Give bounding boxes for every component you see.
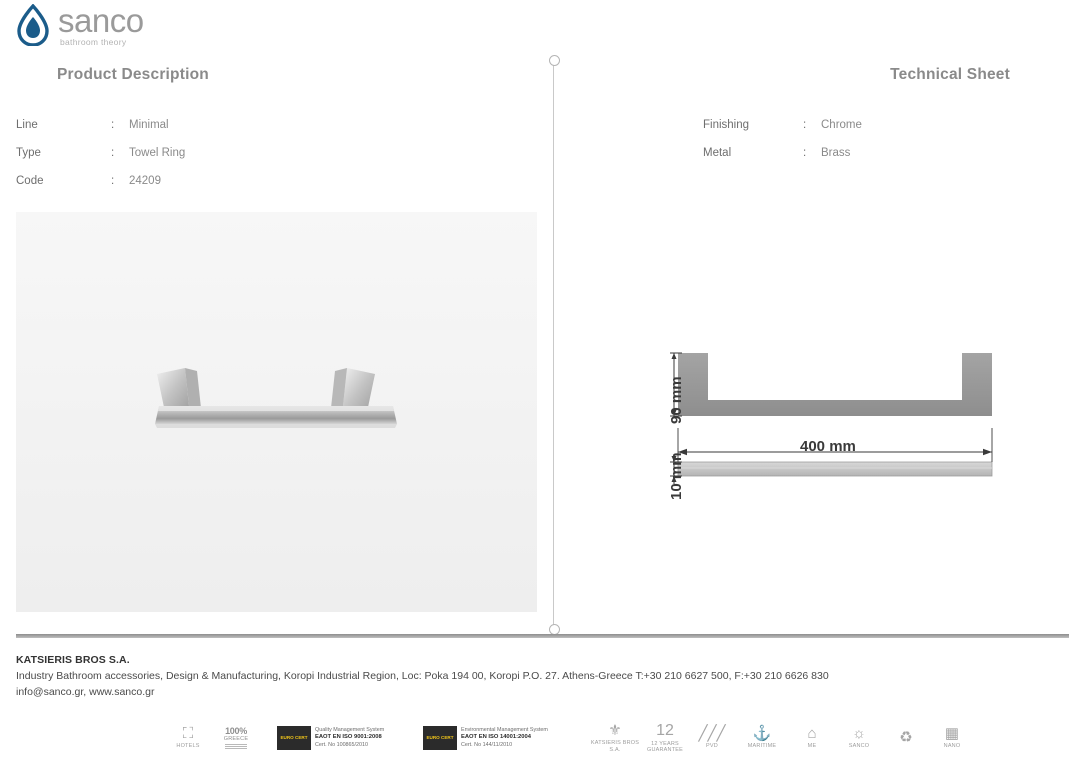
spec-separator: :	[803, 119, 807, 131]
spec-value: Minimal	[129, 119, 169, 131]
nano-icon	[929, 726, 975, 749]
spec-separator: :	[111, 119, 115, 131]
dimension-width-label: 400 mm	[800, 438, 856, 455]
iso-9001-badge	[277, 726, 407, 750]
iso-title: Environmental Management System	[461, 726, 548, 733]
spec-label: Type	[16, 147, 41, 159]
spec-label: Metal	[703, 147, 732, 159]
dimension-height-label: 90 mm	[668, 376, 685, 424]
spec-row	[16, 119, 185, 147]
iso-14001-badge	[423, 726, 573, 750]
footer-info	[16, 652, 829, 700]
maritime-icon	[735, 726, 789, 749]
nano-glyph: ▦	[944, 725, 960, 743]
badge-caption: ME	[807, 743, 817, 750]
spec-row	[703, 119, 862, 147]
product-image-panel	[16, 212, 537, 612]
hotels-icon	[165, 726, 211, 749]
technical-drawing	[630, 340, 1030, 530]
divider-dot-top	[549, 55, 560, 66]
brand-logo	[14, 4, 144, 47]
product-spec-table	[16, 119, 185, 203]
me-glyph: ⌂	[807, 725, 817, 743]
spec-separator: :	[111, 147, 115, 159]
twelve-glyph: 12	[656, 721, 674, 739]
technical-spec-table	[703, 119, 862, 175]
pvd-icon	[689, 726, 735, 749]
iso-9001-text	[315, 727, 384, 749]
badge-caption: HOTELS	[176, 743, 200, 750]
spec-row	[16, 147, 185, 175]
spec-separator: :	[803, 147, 807, 159]
sun-glyph: ☼	[852, 725, 866, 743]
iso-14001-text	[461, 727, 548, 749]
hotels-glyph: ⛶	[182, 725, 194, 743]
brand-wordmark	[58, 4, 144, 47]
spec-row	[16, 175, 185, 203]
brand-tagline: bathroom theory	[60, 37, 127, 47]
greece-stripes	[225, 744, 247, 750]
badge-caption: NANO	[943, 743, 961, 750]
spec-row	[703, 147, 862, 175]
katsieris-bros-icon	[589, 723, 641, 753]
footer-divider	[16, 634, 1069, 638]
spec-label: Code	[16, 175, 44, 187]
footer-contact: info@sanco.gr, www.sanco.gr	[16, 686, 155, 698]
footer-company-name: KATSIERIS BROS S.A.	[16, 654, 130, 666]
badge-caption: KATSIERIS BROS S.A.	[590, 740, 640, 753]
footer-address: Industry Bathroom accessories, Design & Manufacturing, Koropi Industrial Region, Loc: Poka 194 00, Koropi P.O. 27. Athens-Greece T:+30 210 6627 500, F:+30 210 6626 830	[16, 670, 829, 682]
recycle-icon	[883, 730, 929, 747]
product-description-title: Product Description	[57, 66, 209, 83]
euro-cert-label: EURO CERT	[426, 735, 454, 741]
badge-caption: SANCO	[848, 743, 870, 750]
euro-cert-label: EURO CERT	[280, 735, 308, 741]
made-in-greece-icon	[211, 725, 261, 751]
spec-value: Towel Ring	[129, 147, 186, 159]
pvd-glyph: ╱╱╱	[698, 725, 726, 743]
certification-badges	[165, 712, 985, 764]
sanco-sun-icon	[835, 726, 883, 749]
spec-value: Chrome	[821, 119, 862, 131]
spec-label: Line	[16, 119, 38, 131]
wreath-glyph: ⚜	[608, 722, 622, 740]
euro-cert-icon	[423, 726, 457, 750]
iso-cert-no: Cert. No 144/11/2010	[461, 741, 513, 748]
anchor-glyph: ⚓	[752, 725, 772, 743]
greece-word: GREECE	[223, 736, 249, 743]
greece-percent: 100%	[225, 725, 247, 736]
iso-title: Quality Management System	[315, 726, 385, 733]
iso-standard: EAOT EN ISO 14001:2004	[461, 734, 531, 741]
me-icon	[789, 726, 835, 749]
brand-name: sanco	[58, 2, 144, 39]
technical-sheet-title: Technical Sheet	[890, 66, 1010, 83]
spec-label: Finishing	[703, 119, 750, 131]
badge-caption: MARITIME	[747, 743, 777, 750]
spec-value: 24209	[129, 175, 161, 187]
recycle-glyph: ♻	[899, 728, 913, 746]
spec-value: Brass	[821, 147, 851, 159]
product-photo-towel-ring	[151, 362, 401, 437]
badge-caption: PVD	[706, 743, 718, 750]
water-drop-icon	[14, 4, 52, 46]
iso-standard: EAOT EN ISO 9001:2008	[315, 734, 382, 741]
euro-cert-icon	[277, 726, 311, 750]
iso-cert-no: Cert. No 100865/2010	[315, 741, 369, 748]
center-divider	[553, 60, 554, 630]
dimension-thickness-label: 10 mm	[668, 452, 685, 500]
12-years-icon	[641, 723, 689, 754]
spec-separator: :	[111, 175, 115, 187]
badge-caption: 12 YEARS GUARANTEE	[646, 740, 684, 753]
